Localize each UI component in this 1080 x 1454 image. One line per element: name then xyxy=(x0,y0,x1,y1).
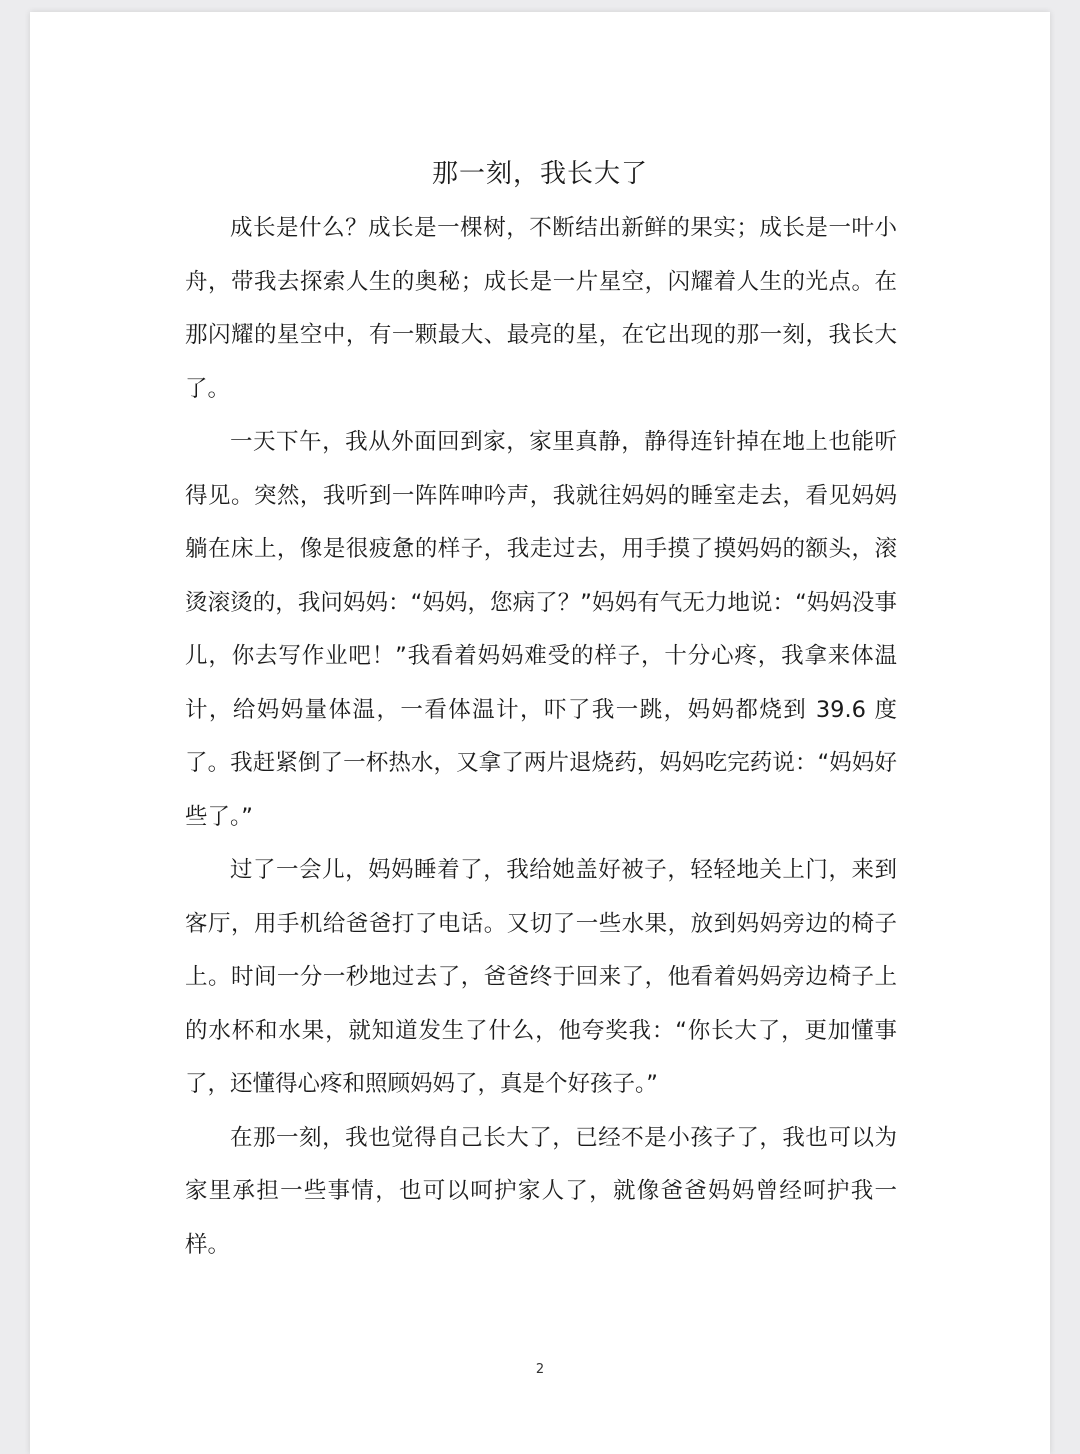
document-page xyxy=(30,12,1050,1454)
page-number: 2 xyxy=(535,1362,545,1377)
paragraph-3: 过了一会儿，妈妈睡着了，我给她盖好被子，轻轻地关上门，来到客厅，用手机给爸爸打了电话。又切了一些水果，放到妈妈旁边的椅子上。时间一分一秒地过去了，爸爸终于回来了，他看着妈妈旁边椅子上的水杯和水果，就知道发生了什么，他夸奖我：“你长大了，更加懂事了，还懂得心疼和照顾妈妈了，真是个好孩子。” xyxy=(185,857,897,1097)
paragraph-2: 一天下午，我从外面回到家，家里真静，静得连针掉在地上也能听得见。突然，我听到一阵阵呻吟声，我就往妈妈的睡室走去，看见妈妈躺在床上，像是很疲惫的样子，我走过去，用手摸了摸妈妈的额头，滚烫滚烫的，我问妈妈：“妈妈，您病了？”妈妈有气无力地说：“妈妈没事儿，你去写作业吧！”我看着妈妈难受的样子，十分心疼，我拿来体温计，给妈妈量体温，一看体温计，吓了我一跳，妈妈都烧到 39.6 度了。我赶紧倒了一杯热水，又拿了两片退烧药，妈妈吃完药说：“妈妈好些了。” xyxy=(185,429,897,830)
essay-body xyxy=(185,202,897,1272)
essay-title: 那一刻，我长大了 xyxy=(431,159,648,189)
paragraph-1: 成长是什么？成长是一棵树，不断结出新鲜的果实；成长是一叶小舟，带我去探索人生的奥秘；成长是一片星空，闪耀着人生的光点。在那闪耀的星空中，有一颗最大、最亮的星，在它出现的那一刻，我长大了。 xyxy=(185,215,897,402)
paragraph-4: 在那一刻，我也觉得自己长大了，已经不是小孩子了，我也可以为家里承担一些事情，也可以呵护家人了，就像爸爸妈妈曾经呵护我一样。 xyxy=(185,1124,897,1258)
